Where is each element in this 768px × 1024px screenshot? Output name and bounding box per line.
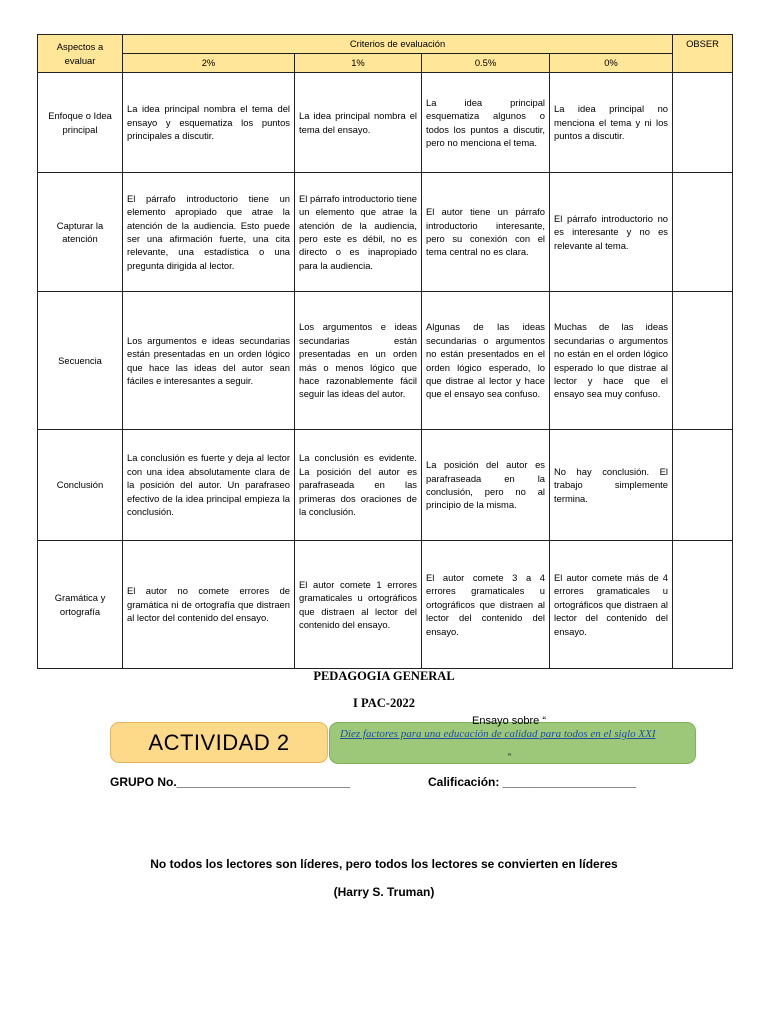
level-header: 2% xyxy=(123,54,295,73)
criteria-cell: El párrafo introductorio tiene un elemento que atrae la atención de la audiencia, pero este es débil, no es directo o es inapropiado para la audiencia. xyxy=(295,173,422,292)
essay-title-link[interactable]: Diez factores para una educación de calidad para todos en el siglo XXI xyxy=(340,728,656,740)
criteria-cell: Los argumentos e ideas secundarias están presentadas en un orden lógico que hace las ideas del autor sean fáciles e interesantes a seguir. xyxy=(123,292,295,430)
criteria-cell: El autor comete 3 a 4 errores gramaticales u ortográficos que distraen al lector del contenido del ensayo. xyxy=(422,541,550,669)
grade-field: Calificación: ____________________ xyxy=(428,775,637,789)
essay-label: Ensayo sobre “ xyxy=(472,715,546,727)
criteria-cell: No hay conclusión. El trabajo simplemente termina. xyxy=(550,430,673,541)
criteria-cell: La conclusión es fuerte y deja al lector con una idea absolutamente clara de la posición del autor. Un parafraseo efectivo de la idea principal empieza la conclusión. xyxy=(123,430,295,541)
criteria-cell: El autor comete 1 errores gramaticales u ortográficos que distraen al lector del contenido del ensayo. xyxy=(295,541,422,669)
criteria-cell: La idea principal esquematiza algunos o todos los puntos a discutir, pero no menciona el tema. xyxy=(422,73,550,173)
criteria-cell: La idea principal nombra el tema del ensayo. xyxy=(295,73,422,173)
criteria-cell: Muchas de las ideas secundarias o argumentos no están en el orden lógico esperado lo que distrae al lector y hace que el ensayo sea muy confuso. xyxy=(550,292,673,430)
criteria-cell: La conclusión es evidente. La posición del autor es parafraseada en las primeras dos oraciones de la conclusión. xyxy=(295,430,422,541)
criteria-cell: La posición del autor es parafraseada en la conclusión, pero no al principio de la misma. xyxy=(422,430,550,541)
obs-cell xyxy=(673,541,733,669)
level-header: 0% xyxy=(550,54,673,73)
criteria-cell: El párrafo introductorio tiene un elemento apropiado que atrae la atención de la audiencia. Esto puede ser una afirmación fuerte, una cita relevante, una estadística o una pregunta dirigida al lector. xyxy=(123,173,295,292)
aspect-cell: Enfoque o Idea principal xyxy=(38,73,123,173)
table-row xyxy=(38,73,733,173)
table-row xyxy=(38,292,733,430)
criteria-cell: El autor no comete errores de gramática ni de ortografía que distraen al lector del contenido del ensayo. xyxy=(123,541,295,669)
obs-cell xyxy=(673,173,733,292)
criteria-cell: El autor tiene un párrafo introductorio interesante, pero su conexión con el tema central no es clara. xyxy=(422,173,550,292)
criteria-cell: La idea principal no menciona el tema y ni los puntos a discutir. xyxy=(550,73,673,173)
obs-cell xyxy=(673,292,733,430)
aspect-header: Aspectos a evaluar xyxy=(38,35,123,73)
activity-box: ACTIVIDAD 2 xyxy=(110,722,328,763)
course-title: PEDAGOGIA GENERAL xyxy=(313,669,455,683)
criteria-cell: El párrafo introductorio no es interesante y no es relevante al tema. xyxy=(550,173,673,292)
aspect-cell: Gramática y ortografía xyxy=(38,541,123,669)
quote-author: (Harry S. Truman) xyxy=(333,885,435,899)
group-field: GRUPO No.__________________________ xyxy=(110,775,351,789)
aspect-cell: Capturar la atención xyxy=(38,173,123,292)
obs-cell xyxy=(673,430,733,541)
criteria-cell: Los argumentos e ideas secundarias están presentadas en un orden más o menos lógico que hace razonablemente fácil seguir las ideas del autor. xyxy=(295,292,422,430)
table-row xyxy=(38,430,733,541)
essay-close-quote: ” xyxy=(508,752,511,762)
aspect-cell: Secuencia xyxy=(38,292,123,430)
level-header: 0.5% xyxy=(422,54,550,73)
period-title: I PAC-2022 xyxy=(353,696,415,710)
criteria-header: Criterios de evaluación xyxy=(123,35,673,54)
table-row xyxy=(38,541,733,669)
quote-text: No todos los lectores son líderes, pero todos los lectores se convierten en líderes xyxy=(150,857,618,871)
criteria-cell: El autor comete más de 4 errores gramaticales u ortográficos que distraen al lector del contenido del ensayo. xyxy=(550,541,673,669)
obs-header: OBSER xyxy=(673,35,733,73)
obs-cell xyxy=(673,73,733,173)
rubric-table xyxy=(37,34,733,669)
aspect-cell: Conclusión xyxy=(38,430,123,541)
level-header: 1% xyxy=(295,54,422,73)
criteria-cell: Algunas de las ideas secundarias o argumentos no están presentados en el orden lógico esperado, lo que distrae al lector y hace que el ensayo sea confuso. xyxy=(422,292,550,430)
criteria-cell: La idea principal nombra el tema del ensayo y esquematiza los puntos principales a discutir. xyxy=(123,73,295,173)
table-row xyxy=(38,173,733,292)
